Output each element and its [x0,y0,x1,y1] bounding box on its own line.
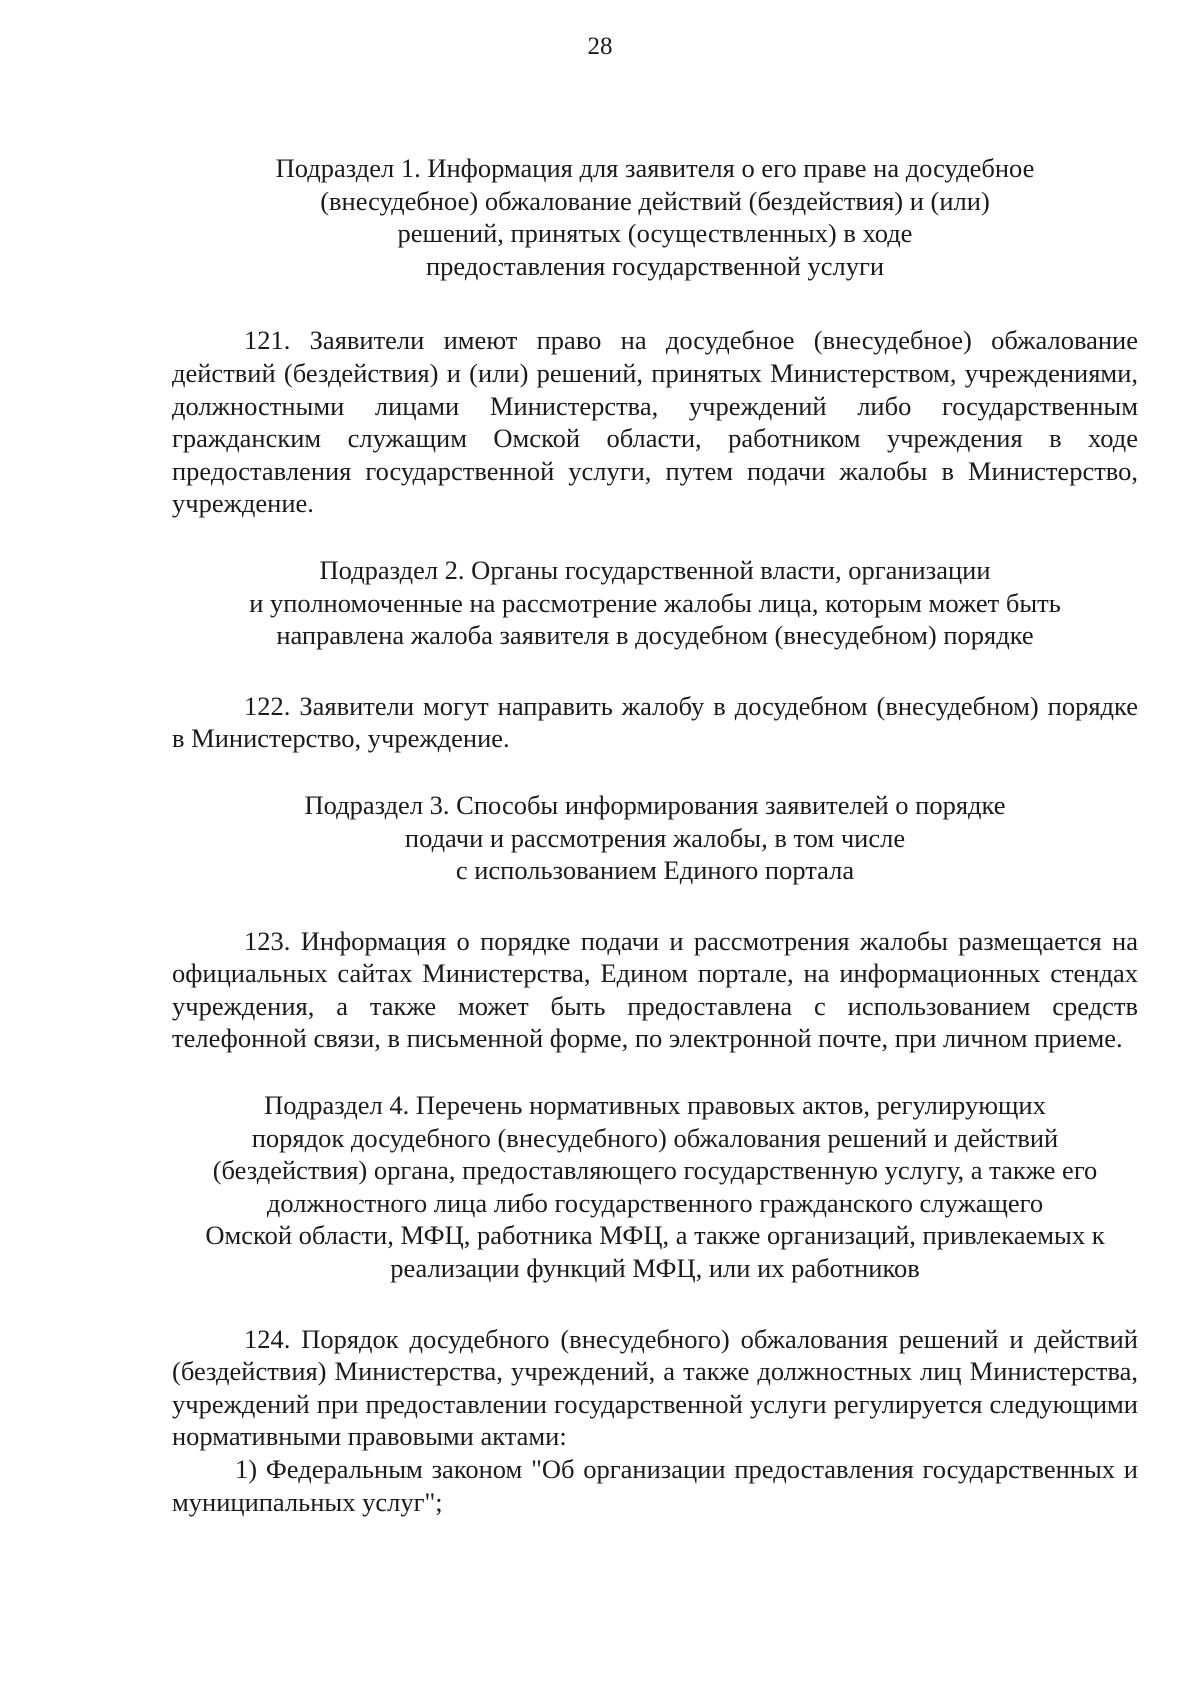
heading-line: решений, принятых (осуществленных) в ходе [397,218,913,249]
heading-line: должностного лица либо государственного гражданского служащего [266,1187,1044,1218]
section-heading-2 [172,554,1138,652]
paragraph-124: 124. Порядок досудебного (внесудебного) обжалования решений и действий (бездействия) Министерства, учреждений, а также должностных лиц Министерства, учреждений при предоставлении государственной услуги регулируется следующими нормативными правовыми актами: [172,1323,1138,1452]
heading-line: Подраздел 1. Информация для заявителя о его праве на досудебное [275,153,1035,183]
list-item-1: 1) Федеральным законом "Об организации предоставления государственных и муниципальных услуг"; [172,1454,1138,1517]
section-heading-1 [172,152,1138,282]
heading-line: (бездействия) органа, предоставляющего государственную услугу, а также его [212,1155,1098,1186]
heading-line: Омской области, МФЦ, работника МФЦ, а также организаций, привлекаемых к [205,1220,1105,1251]
document-body [172,152,1138,1518]
heading-line: Подраздел 4. Перечень нормативных правовых актов, регулирующих [264,1090,1046,1121]
paragraph-123: 123. Информация о порядке подачи и рассмотрения жалобы размещается на официальных сайтах Министерства, Едином портале, на информационных стендах учреждения, а также может быть предоставлена с использованием средств телефонной связи, в письменной форме, по электронной почте, при личном приеме. [172,925,1138,1054]
heading-line: Подраздел 2. Органы государственной власти, организации [319,554,991,585]
heading-line: порядок досудебного (внесудебного) обжалования решений и действий [251,1122,1059,1153]
heading-line: с использованием Единого портала [455,855,855,886]
heading-line: направлена жалоба заявителя в досудебном (внесудебном) порядке [276,620,1034,651]
paragraph-121: 121. Заявители имеют право на досудебное (внесудебное) обжалование действий (бездействия) и (или) решений, принятых Министерством, учреждениями, должностными лицами Министерства, учреждений либо государственным гражданским служащим Омской области, работником учреждения в ходе предоставления государственной услуги, путем подачи жалобы в Министерство, учреждение. [172,325,1138,519]
heading-line: Подраздел 3. Способы информирования заявителей о порядке [304,789,1006,820]
heading-line: предоставления государственной услуги [425,250,885,281]
heading-line: (внесудебное) обжалование действий (бездействия) и (или) [320,185,990,216]
paragraph-122: 122. Заявители могут направить жалобу в досудебном (внесудебном) порядке в Министерство, учреждение. [172,690,1138,754]
section-heading-4 [172,1089,1138,1285]
page-number: 28 [587,33,613,60]
section-heading-3 [172,789,1138,887]
heading-line: подачи и рассмотрения жалобы, в том числе [404,822,906,853]
heading-line: и уполномоченные на рассмотрение жалобы лица, которым может быть [249,587,1061,618]
heading-line: реализации функций МФЦ, или их работников [390,1253,920,1284]
